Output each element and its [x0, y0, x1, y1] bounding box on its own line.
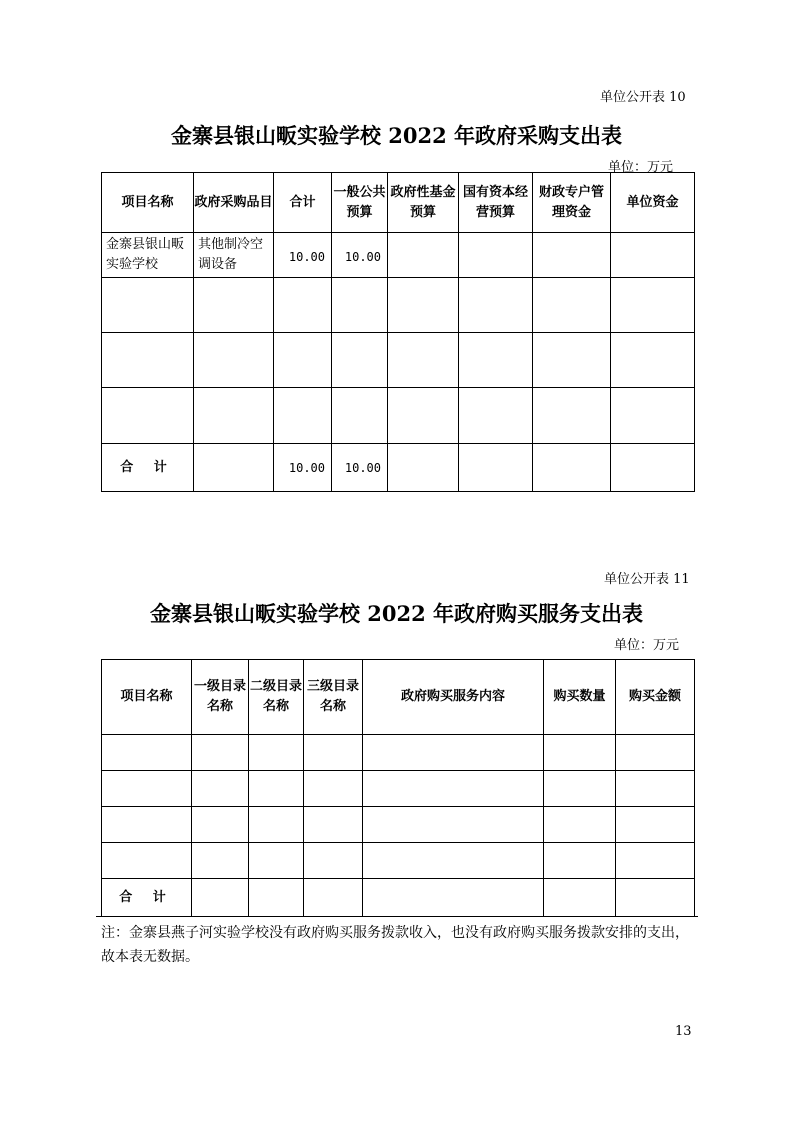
total-value: [533, 444, 611, 492]
total-label: 合 计: [102, 879, 192, 917]
col-header: 国有资本经营预算: [459, 173, 533, 233]
general-budget-cell: 10.00: [332, 233, 388, 278]
col-header: 政府购买服务内容: [363, 660, 544, 735]
col-header: 购买数量: [544, 660, 616, 735]
total-cell: 10.00: [274, 233, 332, 278]
table-row: [102, 807, 695, 843]
table-row: [102, 333, 695, 388]
table-row: [102, 233, 695, 278]
table11-total-row: [102, 879, 695, 917]
total-value: 10.00: [332, 444, 388, 492]
col-header: 购买金额: [616, 660, 695, 735]
service-purchase-table: [101, 659, 695, 917]
col-header: 政府性基金预算: [388, 173, 459, 233]
table11-title: 金寨县银山畈实验学校 2022 年政府购买服务支出表: [149, 601, 644, 626]
table11-unit: 单位：万元: [614, 638, 680, 653]
col-header: 二级目录名称: [249, 660, 304, 735]
note-text: 注：金寨县燕子河实验学校没有政府购买服务拨款收入，也没有政府购买服务拨款安排的支出，故本表无数据。: [101, 925, 689, 965]
category-cell: 其他制冷空调设备: [194, 233, 274, 278]
total-value: 10.00: [274, 444, 332, 492]
table-row: [102, 278, 695, 333]
fund-budget-cell: [388, 233, 459, 278]
col-header: 政府采购品目: [194, 173, 274, 233]
col-header: 单位资金: [611, 173, 695, 233]
col-header: 一般公共预算: [332, 173, 388, 233]
col-header: 财政专户管理资金: [533, 173, 611, 233]
col-header: 合计: [274, 173, 332, 233]
unit-fund-cell: [611, 233, 695, 278]
col-header: 项目名称: [102, 173, 194, 233]
total-value: [194, 444, 274, 492]
capital-budget-cell: [459, 233, 533, 278]
table11-header-row: [102, 660, 695, 735]
table10-total-row: [102, 444, 695, 492]
table-row: [102, 843, 695, 879]
table-row: [102, 388, 695, 444]
page-number: 13: [675, 1024, 692, 1039]
project-name-cell: 金寨县银山畈实验学校: [102, 233, 194, 278]
special-account-cell: [533, 233, 611, 278]
col-header: 项目名称: [102, 660, 192, 735]
table10-title: 金寨县银山畈实验学校 2022 年政府采购支出表: [170, 123, 623, 148]
procurement-table: [101, 172, 695, 492]
total-value: [459, 444, 533, 492]
col-header: 一级目录名称: [192, 660, 249, 735]
total-value: [388, 444, 459, 492]
total-label: 合 计: [102, 444, 194, 492]
col-header: 三级目录名称: [304, 660, 363, 735]
table10-tag: 单位公开表 10: [600, 90, 686, 105]
table11-tag: 单位公开表 11: [604, 572, 690, 587]
total-value: [611, 444, 695, 492]
table10-header-row: [102, 173, 695, 233]
note-divider: [96, 916, 698, 917]
table10-unit: 单位：万元: [608, 160, 674, 175]
table-row: [102, 771, 695, 807]
table-row: [102, 735, 695, 771]
